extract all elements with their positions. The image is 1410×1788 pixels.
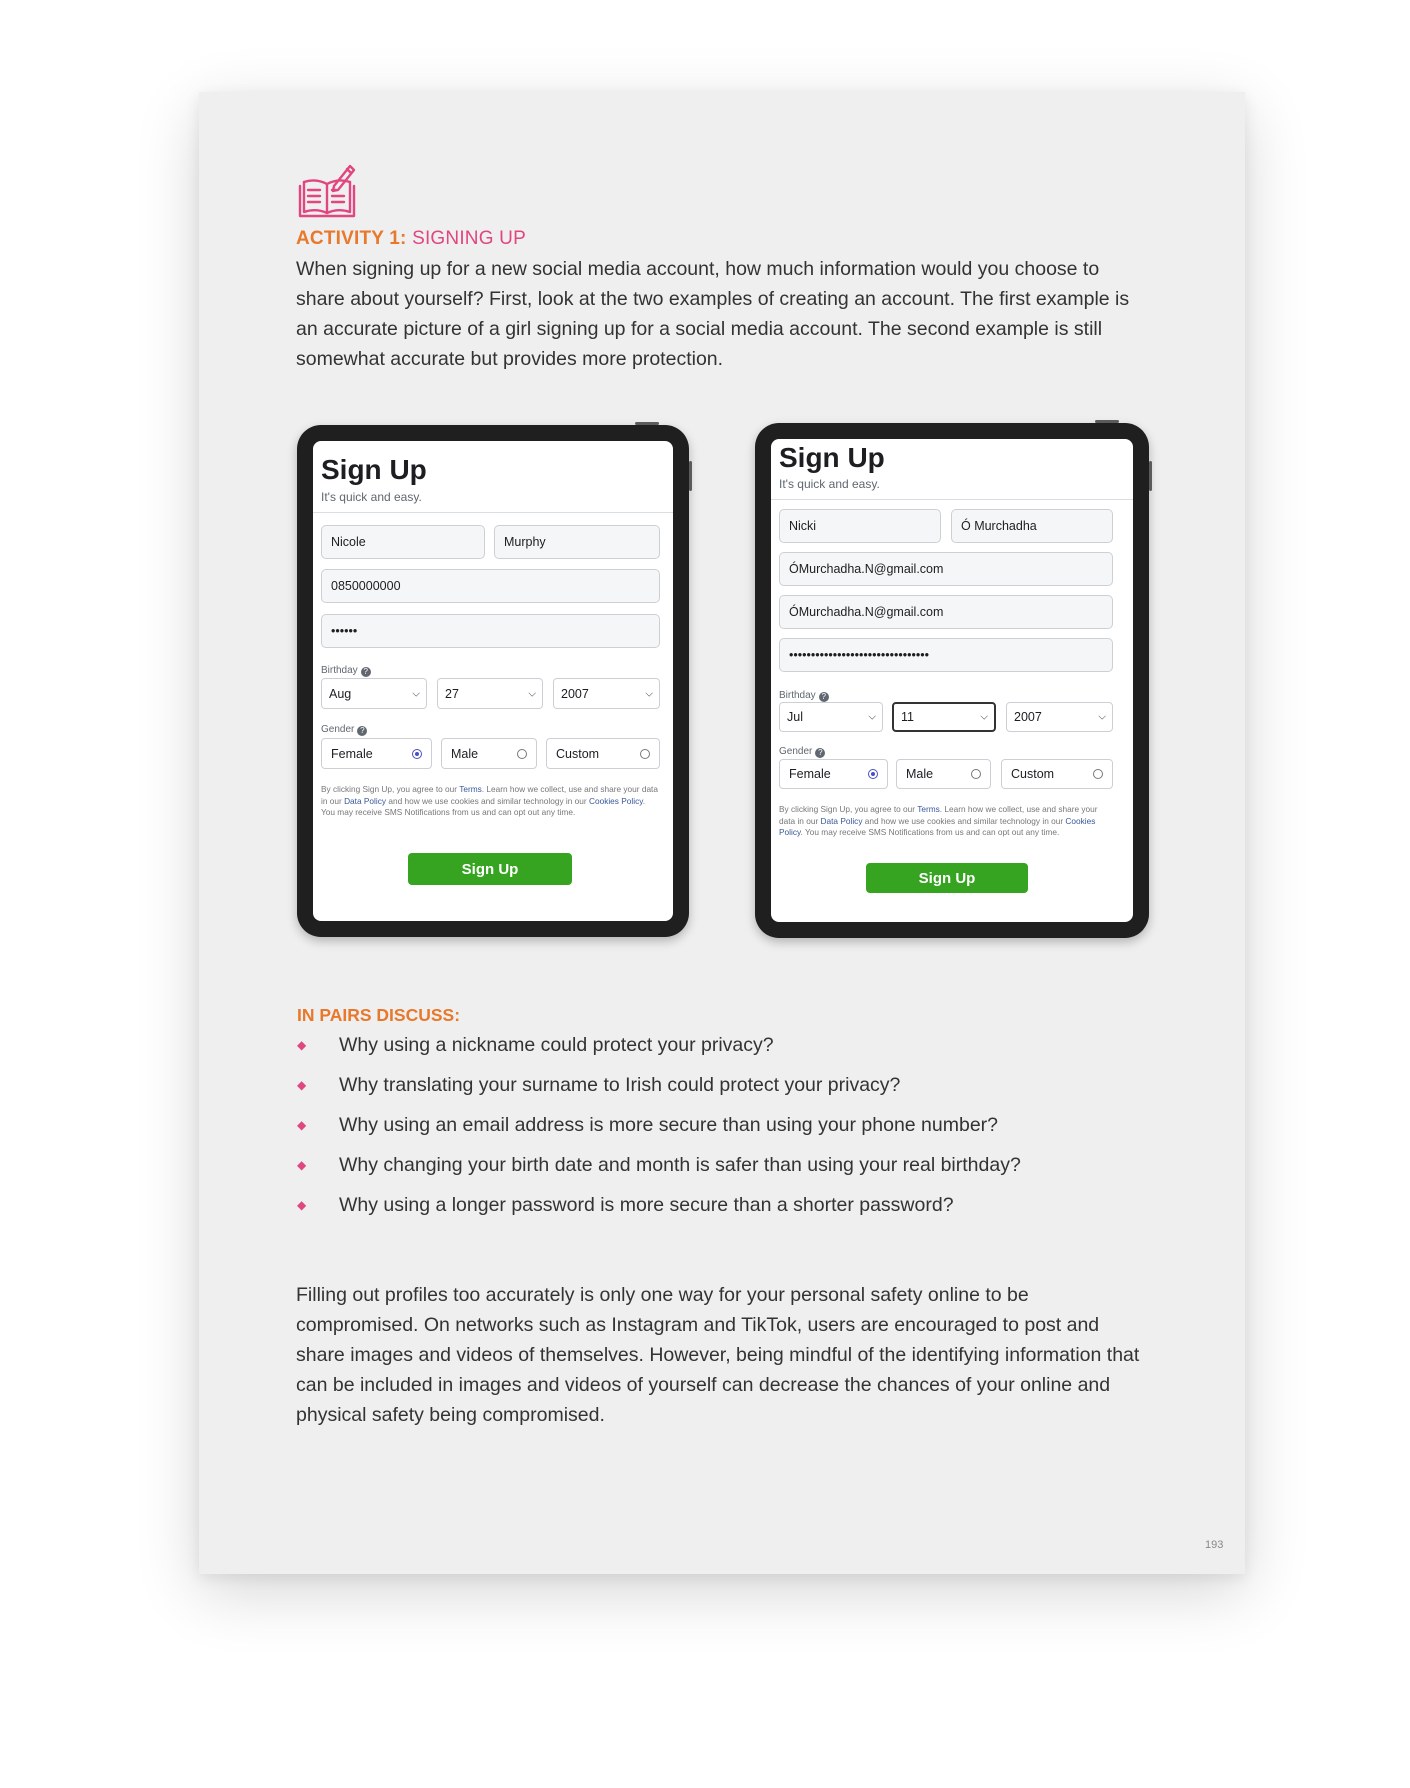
signup-subtitle: It's quick and easy. xyxy=(321,490,422,504)
terms-part: By clicking Sign Up, you agree to our xyxy=(321,784,460,794)
chevron-down-icon: ⌵ xyxy=(868,711,876,723)
list-item xyxy=(297,1150,1021,1190)
gender-custom-label: Custom xyxy=(1011,767,1055,781)
tablet-example-1 xyxy=(297,425,689,937)
birth-month-select[interactable] xyxy=(779,702,883,732)
birth-year-select[interactable] xyxy=(553,678,660,709)
tablet-side-button xyxy=(689,461,692,491)
birth-year-value: 2007 xyxy=(561,686,589,701)
list-item xyxy=(297,1110,1021,1150)
divider xyxy=(313,512,673,513)
password-field[interactable]: •••••• xyxy=(321,614,660,648)
question-text: Why using a nickname could protect your privacy? xyxy=(339,1034,774,1056)
last-name-field[interactable]: Ó Murchadha xyxy=(951,509,1113,543)
gender-male-option[interactable] xyxy=(441,738,537,769)
notebook-pencil-icon xyxy=(296,160,358,222)
gender-male-label: Male xyxy=(906,767,934,781)
divider xyxy=(771,499,1133,500)
discuss-heading: IN PAIRS DISCUSS: xyxy=(297,1005,461,1025)
question-icon[interactable]: ? xyxy=(357,726,367,736)
password-field[interactable]: •••••••••••••••••••••••••••••••• xyxy=(779,638,1113,672)
data-policy-link[interactable]: Data Policy xyxy=(344,795,387,806)
gender-custom-option[interactable] xyxy=(546,738,660,769)
terms-part: and how we use cookies and similar technology in our xyxy=(862,815,1066,826)
birth-month-value: Aug xyxy=(329,686,352,701)
diamond-bullet-icon: ◆ xyxy=(297,1038,307,1052)
diamond-bullet-icon: ◆ xyxy=(297,1118,307,1132)
birth-month-value: Jul xyxy=(787,710,803,724)
email-field[interactable]: ÓMurchadha.N@gmail.com xyxy=(779,552,1113,586)
last-name-field[interactable]: Murphy xyxy=(494,525,660,559)
signup-form-2 xyxy=(771,439,1133,922)
chevron-down-icon: ⌵ xyxy=(412,688,420,699)
discussion-questions xyxy=(297,1030,1021,1230)
signup-form-1 xyxy=(313,441,673,921)
gender-label-text: Gender xyxy=(321,724,355,735)
activity-number: ACTIVITY 1: xyxy=(296,228,407,249)
first-name-field[interactable]: Nicole xyxy=(321,525,485,559)
email-confirm-field[interactable]: ÓMurchadha.N@gmail.com xyxy=(779,595,1113,629)
diamond-bullet-icon: ◆ xyxy=(297,1078,307,1092)
signup-title: Sign Up xyxy=(779,442,885,473)
terms-text xyxy=(779,804,1115,839)
tablet-top-button xyxy=(635,422,659,425)
terms-part: . Learn how we collect, use and share your data in our xyxy=(321,784,658,806)
birth-day-value: 11 xyxy=(901,710,914,724)
radio-icon[interactable] xyxy=(640,749,650,759)
terms-part: By clicking Sign Up, you agree to our xyxy=(779,804,918,814)
chevron-down-icon: ⌵ xyxy=(1098,711,1106,723)
birth-day-select[interactable] xyxy=(437,678,543,709)
radio-selected-icon[interactable] xyxy=(868,769,878,779)
birthday-label-text: Birthday xyxy=(321,665,358,676)
gender-custom-option[interactable] xyxy=(1001,759,1113,789)
gender-female-option[interactable] xyxy=(321,738,432,769)
list-item xyxy=(297,1070,1021,1110)
list-item xyxy=(297,1030,1021,1070)
terms-part: and how we use cookies and similar technology in our xyxy=(386,795,589,806)
activity-title xyxy=(296,228,526,250)
chevron-down-icon: ⌵ xyxy=(980,711,988,723)
intro-paragraph: When signing up for a new social media account, how much information would you choose to share about yourself? First, look at the two examples of creating an account. The first example is an accurate picture of a girl signing up for a social media account. The second example is still somewhat accurate but provides more protection. xyxy=(296,258,1130,370)
radio-icon[interactable] xyxy=(1093,769,1103,779)
birth-day-select[interactable] xyxy=(892,702,996,732)
terms-part: . You may receive SMS Notifications from us and can opt out any time. xyxy=(321,795,646,817)
terms-link[interactable]: Terms xyxy=(459,784,482,794)
radio-selected-icon[interactable] xyxy=(412,749,422,759)
chevron-down-icon: ⌵ xyxy=(528,688,536,699)
activity-name: SIGNING UP xyxy=(412,228,526,249)
gender-male-label: Male xyxy=(451,746,479,761)
chevron-down-icon: ⌵ xyxy=(645,688,653,699)
gender-label xyxy=(779,746,825,758)
terms-text xyxy=(321,784,661,819)
book-page xyxy=(199,92,1245,1574)
signup-subtitle: It's quick and easy. xyxy=(779,477,880,491)
phone-field[interactable]: 0850000000 xyxy=(321,569,660,603)
birthday-label-text: Birthday xyxy=(779,690,816,701)
tablet-example-2 xyxy=(755,423,1149,938)
gender-label-text: Gender xyxy=(779,746,813,757)
gender-female-label: Female xyxy=(789,767,831,781)
tablet-side-button xyxy=(1149,461,1152,491)
gender-female-label: Female xyxy=(331,746,373,761)
signup-title: Sign Up xyxy=(321,454,427,485)
radio-icon[interactable] xyxy=(517,749,527,759)
sign-up-button[interactable]: Sign Up xyxy=(408,853,572,885)
question-text: Why changing your birth date and month is safer than using your real birthday? xyxy=(339,1154,1021,1176)
closing-paragraph: Filling out profiles too accurately is only one way for your personal safety online to be compromised. On networks such as Instagram and TikTok, users are encouraged to post and share images and videos of themselves. However, being mindful of the identifying information that can be included in images and videos of yourself can decrease the chances of your online and physical safety being compromised. xyxy=(296,1284,1140,1426)
diamond-bullet-icon: ◆ xyxy=(297,1158,307,1172)
birth-month-select[interactable] xyxy=(321,678,427,709)
birth-year-value: 2007 xyxy=(1014,710,1042,724)
list-item xyxy=(297,1190,1021,1230)
birth-day-value: 27 xyxy=(445,686,459,701)
cookies-policy-link[interactable]: Cookies Policy xyxy=(779,815,1096,837)
question-text: Why using an email address is more secure than using your phone number? xyxy=(339,1114,999,1136)
question-icon[interactable]: ? xyxy=(361,667,371,677)
birth-year-select[interactable] xyxy=(1006,702,1113,732)
birthday-label xyxy=(321,665,371,677)
tablet-top-button xyxy=(1095,420,1119,423)
gender-custom-label: Custom xyxy=(556,746,600,761)
gender-male-option[interactable] xyxy=(896,759,991,789)
terms-part: . You may receive SMS Notifications from us and can opt out any time. xyxy=(800,827,1060,837)
question-icon[interactable]: ? xyxy=(815,748,825,758)
question-text: Why translating your surname to Irish could protect your privacy? xyxy=(339,1074,901,1096)
sign-up-button[interactable]: Sign Up xyxy=(866,863,1028,893)
radio-icon[interactable] xyxy=(971,769,981,779)
page-number: 193 xyxy=(1205,1539,1224,1551)
birthday-label xyxy=(779,690,829,702)
data-policy-link[interactable]: Data Policy xyxy=(820,815,863,826)
gender-female-option[interactable] xyxy=(779,759,888,789)
diamond-bullet-icon: ◆ xyxy=(297,1198,307,1212)
question-icon[interactable]: ? xyxy=(819,692,829,702)
cookies-policy-link[interactable]: Cookies Policy xyxy=(588,795,643,806)
first-name-field[interactable]: Nicki xyxy=(779,509,941,543)
gender-label xyxy=(321,724,367,736)
terms-part: . Learn how we collect, use and share your data in our xyxy=(779,804,1098,826)
question-text: Why using a longer password is more secure than a shorter password? xyxy=(339,1194,954,1216)
terms-link[interactable]: Terms xyxy=(917,804,940,814)
